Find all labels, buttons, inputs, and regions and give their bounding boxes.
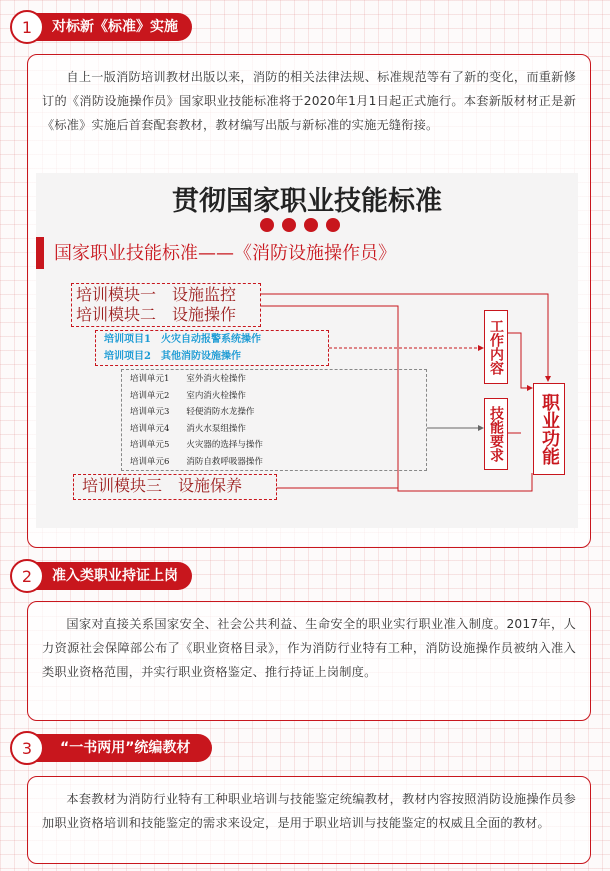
projects-box [95,330,329,366]
unit-item: 培训单元6 消防自救呼吸器操作 [130,456,263,467]
diagram-subtitle: 国家职业技能标准——《消防设施操作员》 [54,243,396,264]
standard-diagram [36,173,578,528]
diagram-title: 贯彻国家职业技能标准 [172,186,442,217]
section-3-box [27,776,591,864]
project-1: 培训项目1 火灾自动报警系统操作 [104,334,261,345]
section-2-text: 国家对直接关系国家安全、社会公共利益、生命安全的职业实行职业准入制度。2017年，人力资源社会保障部公布了《职业资格目录》，作为消防行业特有工种，消防设施操作员被纳入准入类职业资格范围，并实行职业资格鉴定、推行持证上岗制度。 [42,617,576,679]
unit-item: 培训单元5 火灾器的选择与操作 [130,440,263,451]
section-number: 1 [10,10,44,44]
unit-item: 培训单元1 室外消火栓操作 [130,374,246,384]
section-title: 准入类职业持证上岗 [30,562,192,590]
unit-item: 培训单元4 消火水泵组操作 [130,423,246,434]
skill-requirement-box: 技能要求 [484,398,508,470]
module-1: 培训模块一 设施监控 [76,285,237,304]
section-number: 3 [10,731,44,765]
section-title: “一书两用”统编教材 [30,734,212,762]
module-3: 培训模块三 设施保养 [73,474,277,500]
unit-item: 培训单元3 轻便消防水龙操作 [130,407,255,418]
section-2-box [27,601,591,721]
job-function-box: 职业功能 [533,383,565,475]
section-2-header [10,559,192,593]
project-2: 培训项目2 其他消防设施操作 [104,351,241,362]
unit-item: 培训单元2 室内消火栓操作 [130,390,246,401]
units-box [121,369,427,471]
section-number: 2 [10,559,44,593]
work-content-box: 工作内容 [484,310,508,384]
section-1-text: 自上一版消防培训教材出版以来，消防的相关法律法规、标准规范等有了新的变化，而重新修订的《消防设施操作员》国家职业技能标准将于2020年1月1日起正式施行。本套新版材材正是新《标准》实施后首套配套教材，教材编写出版与新标准的实施无缝衔接。 [42,70,576,132]
module-1-2 [71,283,261,327]
module-2: 培训模块二 设施操作 [76,305,237,324]
section-3-header [10,731,212,765]
section-3-text: 本套教材为消防行业特有工种职业培训与技能鉴定统编教材，教材内容按照消防设施操作员参加职业资格培训和技能鉴定的需求来设定，是用于职业培训与技能鉴定的权威且全面的教材。 [42,792,576,830]
section-title: 对标新《标准》实施 [30,13,192,41]
section-1-header [10,10,192,44]
